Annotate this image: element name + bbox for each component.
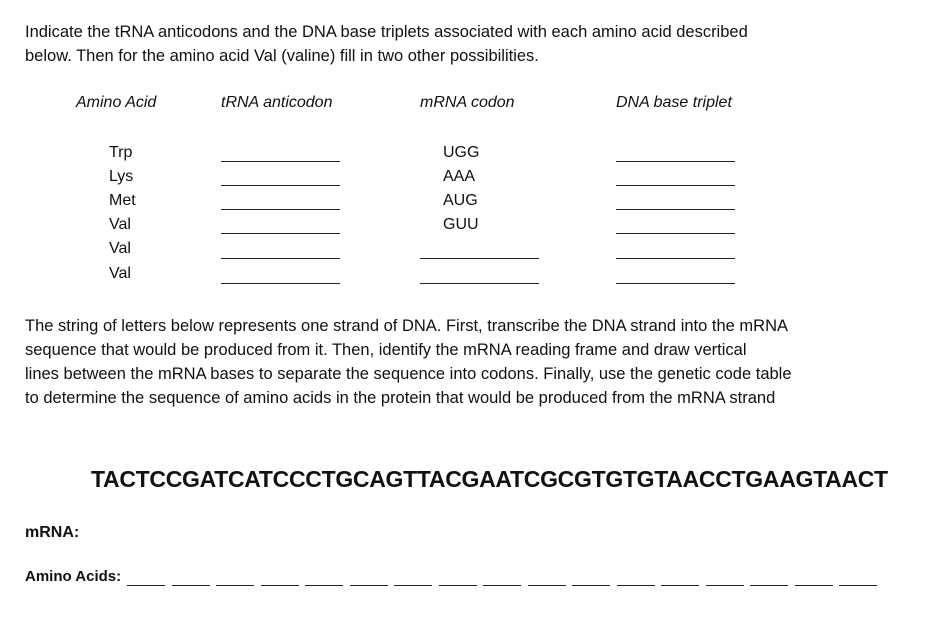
amino-acid-trp: Trp bbox=[109, 144, 133, 161]
amino-acid-met: Met bbox=[109, 192, 136, 209]
codon-val-1: GUU bbox=[443, 216, 479, 233]
intro-line-2: below. Then for the amino acid Val (valine) fill in two other possibilities. bbox=[25, 47, 539, 65]
codon-blank-val-3[interactable] bbox=[420, 283, 539, 284]
anticodon-blank-val-1[interactable] bbox=[221, 233, 340, 234]
amino-acid-blank[interactable] bbox=[127, 585, 165, 586]
codon-blank-val-2[interactable] bbox=[420, 258, 539, 259]
dna-blank-val-2[interactable] bbox=[616, 258, 735, 259]
transcription-instructions bbox=[25, 314, 925, 410]
amino-acid-blank[interactable] bbox=[216, 585, 254, 586]
amino-acid-lys: Lys bbox=[109, 168, 134, 185]
amino-acid-val-3: Val bbox=[109, 265, 131, 282]
dna-blank-trp[interactable] bbox=[616, 161, 735, 162]
codon-trp: UGG bbox=[443, 144, 480, 161]
amino-acid-blank[interactable] bbox=[795, 585, 833, 586]
paragraph-line-3: lines between the mRNA bases to separate the sequence into codons. Finally, use the genetic code table bbox=[25, 365, 792, 383]
header-trna-anticodon: tRNA anticodon bbox=[221, 94, 333, 111]
amino-acid-blank[interactable] bbox=[528, 585, 566, 586]
amino-acid-blank[interactable] bbox=[439, 585, 477, 586]
amino-acid-blank[interactable] bbox=[350, 585, 388, 586]
header-amino-acid: Amino Acid bbox=[76, 94, 157, 111]
amino-acid-val-2: Val bbox=[109, 240, 131, 257]
dna-blank-met[interactable] bbox=[616, 209, 735, 210]
amino-acid-blank[interactable] bbox=[661, 585, 699, 586]
dna-blank-lys[interactable] bbox=[616, 185, 735, 186]
amino-acids-label: Amino Acids: bbox=[25, 568, 122, 585]
dna-strand: TACTCCGATCATCCCTGCAGTTACGAATCGCGTGTGTAACCTGAAGTAACT bbox=[91, 466, 888, 492]
amino-acid-blank[interactable] bbox=[305, 585, 343, 586]
amino-acid-blank[interactable] bbox=[394, 585, 432, 586]
dna-blank-val-1[interactable] bbox=[616, 233, 735, 234]
amino-acid-blank[interactable] bbox=[261, 585, 299, 586]
instructions-intro bbox=[25, 20, 748, 68]
codon-lys: AAA bbox=[443, 168, 476, 185]
mrna-label: mRNA: bbox=[25, 524, 80, 541]
amino-acid-blank[interactable] bbox=[839, 585, 877, 586]
anticodon-blank-lys[interactable] bbox=[221, 185, 340, 186]
codon-met: AUG bbox=[443, 192, 478, 209]
paragraph-line-1: The string of letters below represents one strand of DNA. First, transcribe the DNA strand into the mRNA bbox=[25, 317, 788, 335]
anticodon-blank-val-2[interactable] bbox=[221, 258, 340, 259]
paragraph-line-4: to determine the sequence of amino acids in the protein that would be produced from the mRNA strand bbox=[25, 389, 776, 407]
anticodon-blank-val-3[interactable] bbox=[221, 283, 340, 284]
amino-acid-val-1: Val bbox=[109, 216, 131, 233]
header-mrna-codon: mRNA codon bbox=[420, 94, 515, 111]
dna-blank-val-3[interactable] bbox=[616, 283, 735, 284]
amino-acid-blank[interactable] bbox=[172, 585, 210, 586]
header-dna-base-triplet: DNA base triplet bbox=[616, 94, 732, 111]
amino-acid-blank[interactable] bbox=[706, 585, 744, 586]
intro-line-1: Indicate the tRNA anticodons and the DNA base triplets associated with each amino acid described bbox=[25, 23, 748, 41]
paragraph-line-2: sequence that would be produced from it. Then, identify the mRNA reading frame and draw vertical bbox=[25, 341, 747, 359]
amino-acid-blank[interactable] bbox=[483, 585, 521, 586]
amino-acid-blank[interactable] bbox=[750, 585, 788, 586]
anticodon-blank-trp[interactable] bbox=[221, 161, 340, 162]
amino-acid-blank[interactable] bbox=[617, 585, 655, 586]
anticodon-blank-met[interactable] bbox=[221, 209, 340, 210]
amino-acid-blank[interactable] bbox=[572, 585, 610, 586]
